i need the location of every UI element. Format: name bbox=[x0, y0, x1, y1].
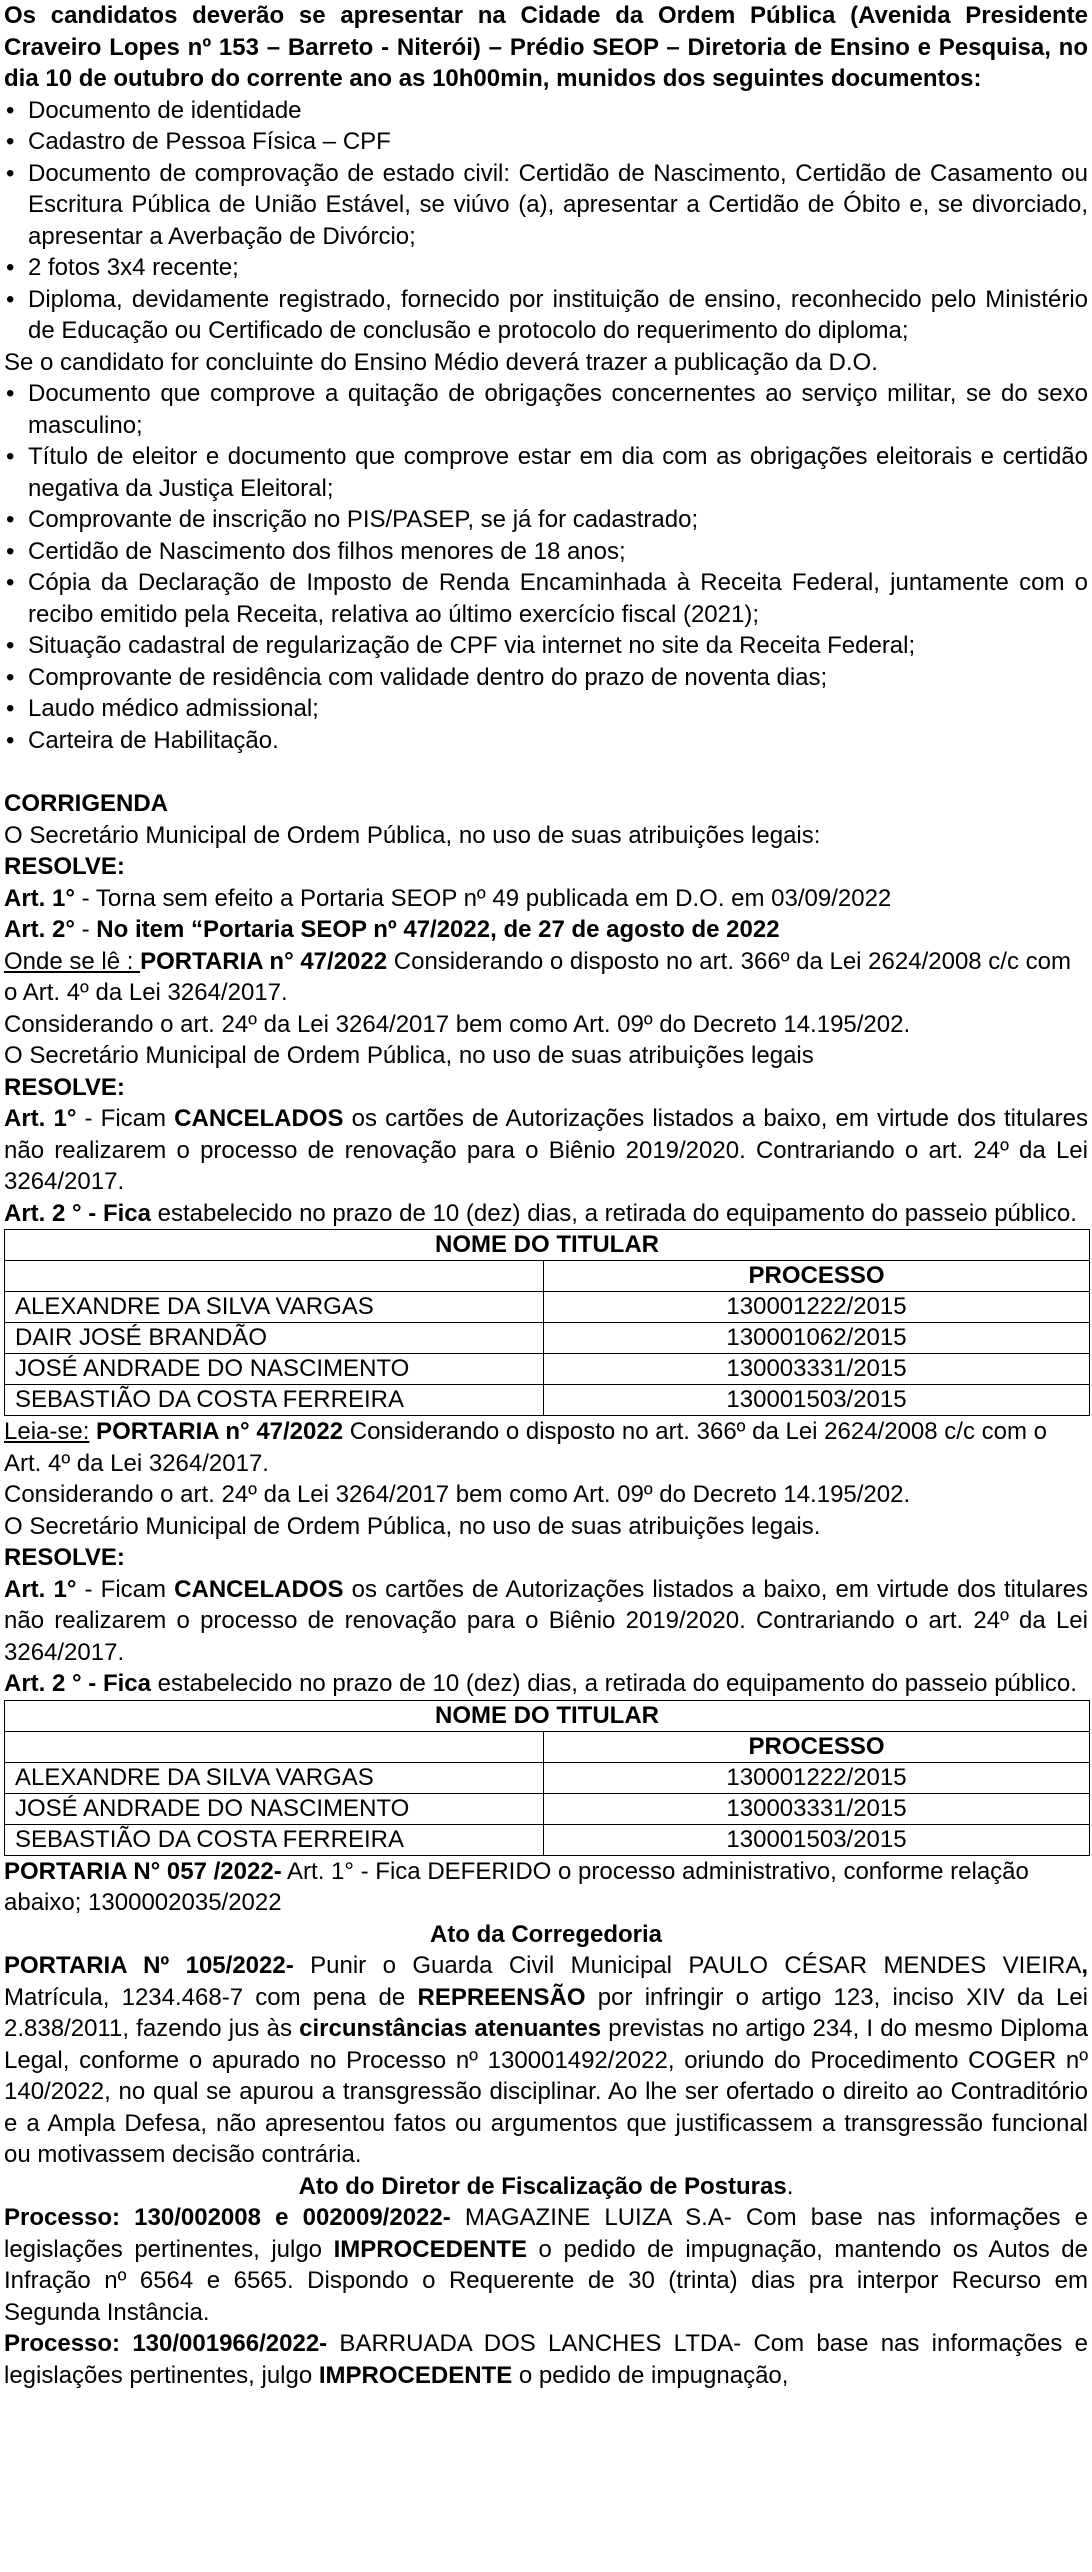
document-item: • Comprovante de residência com validade dentro do prazo de noventa dias; bbox=[4, 662, 1088, 694]
onde-text: Considerando o disposto no art. 366º da Lei 2624/2008 c/c com o Art. 4º da Lei 3264/2017. bbox=[4, 947, 1071, 1006]
secretario-line: O Secretário Municipal de Ordem Pública, no uso de suas atribuições legais bbox=[4, 1042, 814, 1069]
titulares-table-2 bbox=[4, 1700, 1090, 1856]
documents-list-1 bbox=[4, 95, 1088, 347]
table-header-row bbox=[5, 1230, 1090, 1261]
processo-number: 130001222/2015 bbox=[544, 1762, 1090, 1793]
secretario-line: O Secretário Municipal de Ordem Pública, no uso de suas atribuições legais. bbox=[4, 1512, 821, 1540]
art-text: os cartões de Autorizações listados a baixo, em virtude dos titulares não realizarem o processo de renovação para o Biênio 2019/2020. Contrariando o art. 24º da Lei 3264/2017. bbox=[4, 1575, 1089, 1666]
art1-cancelados bbox=[4, 1103, 1088, 1198]
title-text: Ato do Diretor de Fiscalização de Posturas bbox=[298, 2172, 787, 2200]
art-text: - Torna sem efeito a Portaria SEOP nº 49 publicada em D.O. em 03/09/2022 bbox=[74, 884, 892, 912]
processo-number: 130001503/2015 bbox=[544, 1824, 1090, 1855]
table-row bbox=[5, 1824, 1090, 1855]
titular-name: ALEXANDRE DA SILVA VARGAS bbox=[5, 1292, 544, 1323]
resolve-heading: RESOLVE: bbox=[4, 1544, 125, 1571]
documents-list-2 bbox=[4, 378, 1088, 756]
art-sep: - bbox=[74, 916, 97, 943]
art-label: Art. 1° bbox=[4, 1105, 77, 1132]
processo-number: 130001062/2015 bbox=[544, 1323, 1090, 1354]
document-item: • Comprovante de inscrição no PIS/PASEP, se já for cadastrado; bbox=[4, 504, 1088, 536]
concluinte-note: Se o candidato for concluinte do Ensino Médio deverá trazer a publicação da D.O. bbox=[4, 348, 878, 376]
table-row bbox=[5, 1385, 1090, 1416]
art2-prazo bbox=[4, 1668, 1088, 1700]
processo-text: MAGAZINE LUIZA S.A- Com base nas informações e legislações pertinentes, julgo bbox=[4, 2204, 1088, 2263]
portaria-057 bbox=[4, 1856, 1088, 1919]
corrigenda-title: CORRIGENDA bbox=[4, 790, 169, 817]
title-dot: . bbox=[786, 2172, 794, 2200]
titular-name: JOSÉ ANDRADE DO NASCIMENTO bbox=[5, 1354, 544, 1385]
table-header-row bbox=[5, 1731, 1090, 1762]
document-item: • Documento de comprovação de estado civil: Certidão de Nascimento, Certidão de Casamento ou Escritura Pública de União Estável, se viúvo (a), apresentar a Certidão de Óbito e, se divorciado, apresentar a Averbação de Divórcio; bbox=[4, 158, 1088, 253]
corregedoria-title: Ato da Corregedoria bbox=[429, 1920, 663, 1948]
onde-se-le bbox=[4, 946, 1088, 1009]
table-row bbox=[5, 1793, 1090, 1824]
portaria-label: PORTARIA N° 057 /2022- bbox=[4, 1857, 282, 1885]
titular-name: JOSÉ ANDRADE DO NASCIMENTO bbox=[5, 1793, 544, 1824]
art-label: Art. 2 ° - Fica bbox=[4, 1670, 151, 1697]
titulares-table-1 bbox=[4, 1229, 1090, 1416]
processo-label: Processo: 130/001966/2022- bbox=[4, 2330, 328, 2357]
art1-cancelados bbox=[4, 1574, 1088, 1669]
processo-barruada bbox=[4, 2328, 1088, 2391]
art-text: - Ficam bbox=[76, 1575, 175, 1603]
table-row bbox=[5, 1354, 1090, 1385]
titular-name: ALEXANDRE DA SILVA VARGAS bbox=[5, 1762, 544, 1793]
document-item: • Situação cadastral de regularização de CPF via internet no site da Receita Federal; bbox=[4, 630, 1088, 662]
processo-text: BARRUADA DOS LANCHES LTDA- Com base nas informações e legislações pertinentes, julgo bbox=[4, 2330, 1088, 2389]
portaria-text: por infringir o artigo 123, inciso XIV da Lei 2.838/2011, fazendo jus às bbox=[4, 1983, 1089, 2042]
fiscalizacao-title bbox=[4, 2171, 1088, 2203]
processo-text: o pedido de impugnação, bbox=[512, 2361, 789, 2389]
table-row bbox=[5, 1323, 1090, 1354]
art-text: - Ficam bbox=[76, 1105, 175, 1132]
art-text: No item “Portaria SEOP nº 47/2022, de 27 de agosto de 2022 bbox=[96, 916, 780, 943]
document-item: • Título de eleitor e documento que comprove estar em dia com as obrigações eleitorais e certidão negativa da Justiça Eleitoral; bbox=[4, 441, 1088, 504]
intro-paragraph: Os candidatos deverão se apresentar na Cidade da Ordem Pública (Avenida Presidente Craveiro Lopes nº 153 – Barreto - Niterói) – Prédio SEOP – Diretoria de Ensino e Pesquisa, no dia 10 de outubro do corrente ano as 10h00min, munidos dos seguintes documentos: bbox=[4, 2, 1088, 92]
leia-label: Leia-se: bbox=[4, 1418, 90, 1445]
processo-number: 130001503/2015 bbox=[544, 1385, 1090, 1416]
portaria-ref: PORTARIA n° 47/2022 bbox=[89, 1418, 344, 1445]
spacer bbox=[4, 756, 1088, 788]
art-text: estabelecido no prazo de 10 (dez) dias, a retirada do equipamento do passeio público. bbox=[150, 1670, 1077, 1697]
table-col-header: PROCESSO bbox=[544, 1261, 1090, 1292]
processo-number: 130003331/2015 bbox=[544, 1793, 1090, 1824]
cancelados-word: CANCELADOS bbox=[174, 1105, 344, 1132]
table-header-row bbox=[5, 1700, 1090, 1731]
titular-name: SEBASTIÃO DA COSTA FERREIRA bbox=[5, 1824, 544, 1855]
document-item: • Cópia da Declaração de Imposto de Renda Encaminhada à Receita Federal, juntamente com o recibo emitido pela Receita, relativa ao último exercício fiscal (2021); bbox=[4, 567, 1088, 630]
leia-se bbox=[4, 1416, 1088, 1479]
art2-prazo bbox=[4, 1198, 1088, 1230]
processo-magazine-luiza bbox=[4, 2202, 1088, 2328]
comma: , bbox=[1081, 1952, 1089, 1979]
portaria-105 bbox=[4, 1950, 1088, 2171]
document-item: • Carteira de Habilitação. bbox=[4, 725, 1088, 757]
art-label: Art. 2 ° - Fica bbox=[4, 1199, 151, 1227]
table-row bbox=[5, 1292, 1090, 1323]
table-header-row bbox=[5, 1261, 1090, 1292]
repreensao-word: REPREENSÃO bbox=[417, 1983, 586, 2011]
improcedente-word: IMPROCEDENTE bbox=[333, 2235, 527, 2263]
document-item: • Certidão de Nascimento dos filhos menores de 18 anos; bbox=[4, 536, 1088, 568]
processo-number: 130001222/2015 bbox=[544, 1292, 1090, 1323]
art-label: Art. 2° bbox=[4, 916, 75, 943]
document-item: • Diploma, devidamente registrado, fornecido por instituição de ensino, reconhecido pelo Ministério de Educação ou Certificado de conclusão e protocolo do requerimento do diploma; bbox=[4, 284, 1088, 347]
portaria-text: Punir o Guarda Civil Municipal PAULO CÉSAR MENDES VIEIRA bbox=[293, 1952, 1082, 1979]
art-label: Art. 1° bbox=[4, 884, 75, 912]
document-item: • Laudo médico admissional; bbox=[4, 693, 1088, 725]
resolve-heading: RESOLVE: bbox=[4, 1073, 125, 1101]
titular-name: DAIR JOSÉ BRANDÃO bbox=[5, 1323, 544, 1354]
considerando-line: Considerando o art. 24º da Lei 3264/2017 bem como Art. 09º do Decreto 14.195/202. bbox=[4, 1010, 911, 1038]
improcedente-word: IMPROCEDENTE bbox=[318, 2361, 513, 2389]
resolve-heading: RESOLVE: bbox=[4, 853, 125, 880]
table-cell bbox=[5, 1731, 544, 1762]
portaria-text: Art. 1° - Fica DEFERIDO o processo administrativo, conforme relação abaixo; 1300002035/2022 bbox=[4, 1857, 1029, 1916]
art-text: os cartões de Autorizações listados a baixo, em virtude dos titulares não realizarem o processo de renovação para o Biênio 2019/2020. Contrariando o art. 24º da Lei 3264/2017. bbox=[4, 1105, 1089, 1195]
document-item: • Cadastro de Pessoa Física – CPF bbox=[4, 126, 1088, 158]
considerando-line: Considerando o art. 24º da Lei 3264/2017 bem como Art. 09º do Decreto 14.195/202. bbox=[4, 1481, 911, 1508]
table-row bbox=[5, 1762, 1090, 1793]
processo-label: Processo: 130/002008 e 002009/2022- bbox=[4, 2204, 451, 2231]
document-item: • 2 fotos 3x4 recente; bbox=[4, 252, 1088, 284]
portaria-text: previstas no artigo 234, I do mesmo Diploma Legal, conforme o apurado no Processo nº 130001492/2022, oriundo do Procedimento COGER nº 140/2022, no qual se apurou a transgressão disciplinar. Ao lhe ser ofertado o direito ao Contraditório e a Ampla Defesa, não apresentou fatos ou argumentos que justificassem a transgressão funcional ou motivassem decisão contrária. bbox=[4, 2015, 1089, 2168]
processo-text: o pedido de impugnação, mantendo os Autos de Infração nº 6564 e 6565. Dispondo o Requerente de 30 (trinta) dias pra interpor Recurso em Segunda Instância. bbox=[4, 2235, 1089, 2326]
table-cell bbox=[5, 1261, 544, 1292]
portaria-ref: PORTARIA n° 47/2022 bbox=[140, 947, 388, 975]
art1-torna-sem-efeito bbox=[4, 883, 1088, 915]
document-item: • Documento que comprove a quitação de obrigações concernentes ao serviço militar, se do sexo masculino; bbox=[4, 378, 1088, 441]
document-item: • Documento de identidade bbox=[4, 95, 1088, 127]
secretario-line: O Secretário Municipal de Ordem Pública, no uso de suas atribuições legais: bbox=[4, 821, 821, 849]
portaria-label: PORTARIA Nº 105/2022- bbox=[4, 1952, 294, 1979]
table-header: NOME DO TITULAR bbox=[5, 1230, 1090, 1261]
cancelados-word: CANCELADOS bbox=[174, 1575, 344, 1603]
table-header: NOME DO TITULAR bbox=[5, 1700, 1090, 1731]
table-col-header: PROCESSO bbox=[544, 1731, 1090, 1762]
atenuantes-words: circunstâncias atenuantes bbox=[299, 2015, 602, 2042]
leia-text: Considerando o disposto no art. 366º da Lei 2624/2008 c/c com o Art. 4º da Lei 3264/2017. bbox=[4, 1418, 1047, 1477]
onde-label: Onde se lê : bbox=[4, 947, 141, 975]
art-text: estabelecido no prazo de 10 (dez) dias, a retirada do equipamento do passeio público. bbox=[150, 1199, 1077, 1227]
portaria-text: Matrícula, 1234.468-7 com pena de bbox=[4, 1983, 418, 2011]
titular-name: SEBASTIÃO DA COSTA FERREIRA bbox=[5, 1385, 544, 1416]
processo-number: 130003331/2015 bbox=[544, 1354, 1090, 1385]
art-label: Art. 1° bbox=[4, 1575, 77, 1603]
art2-item bbox=[4, 914, 1088, 946]
